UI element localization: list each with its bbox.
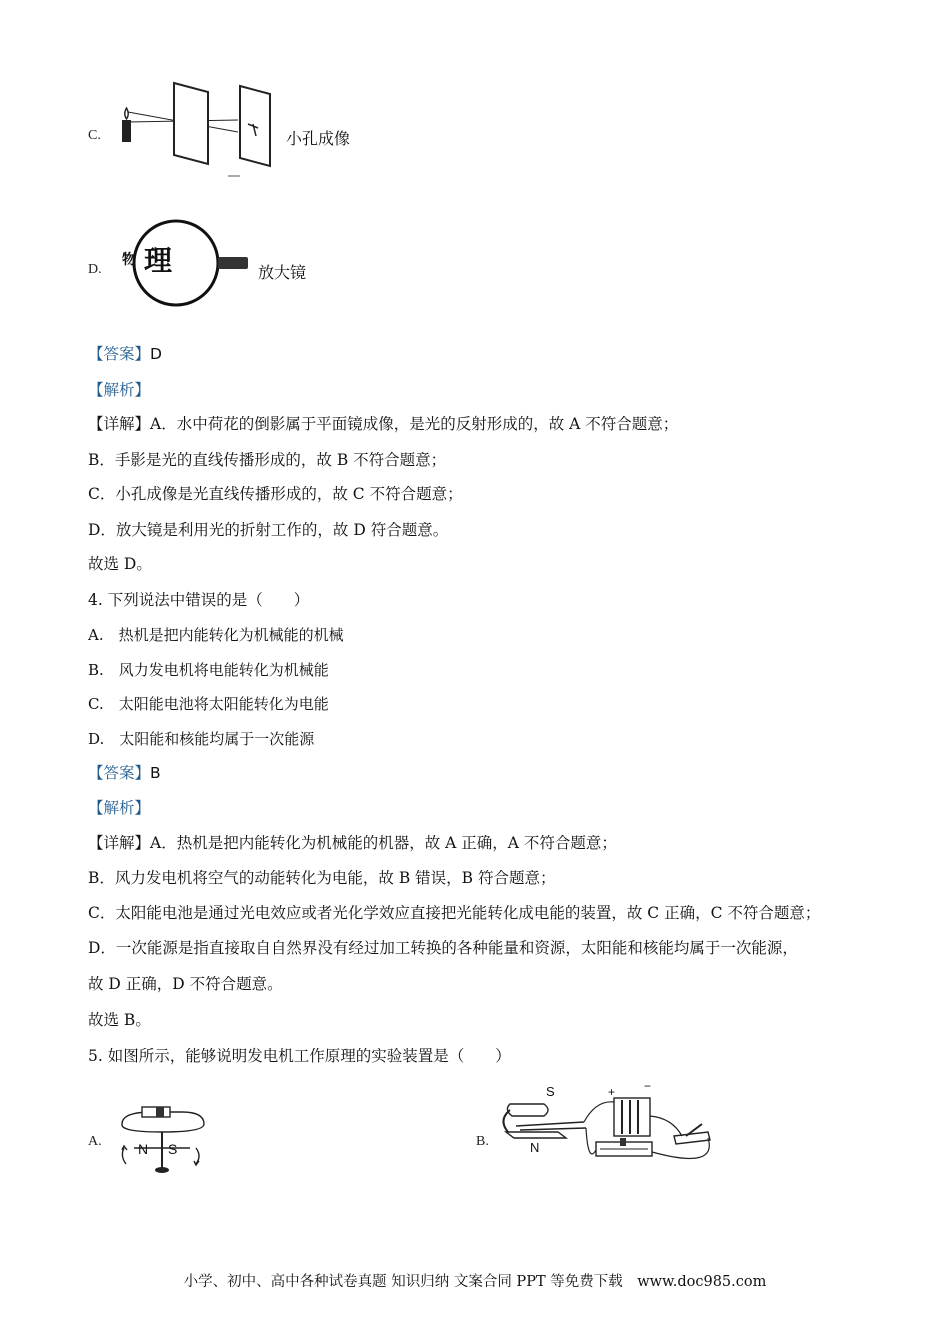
lens-text-small: 物 (122, 252, 136, 268)
magnet-n-label: N (530, 1140, 540, 1155)
answer-value: B (150, 764, 161, 782)
q4-stem: 4. 下列说法中错误的是（ ） (88, 591, 310, 609)
q4-analysis-tag: 【解析】 (88, 799, 151, 817)
magnifying-glass-figure (118, 218, 253, 313)
needle-s-label: S (168, 1141, 178, 1157)
detail-tag: 【详解】 (88, 415, 151, 433)
q5-stem: 5. 如图所示，能够说明发电机工作原理的实验装置是（ ） (88, 1047, 511, 1065)
q4-detail-d1: D．一次能源是指直接取自自然界没有经过加工转换的各种能量和资源，太阳能和核能均属于一次能源， (88, 939, 798, 957)
answer-value: D (150, 345, 162, 363)
lens-text-large: 理 (144, 244, 173, 277)
detail-a: A．热机是把内能转化为机械能的机器，故 A 正确，A 不符合题意； (150, 834, 617, 852)
q4-detail-b: B．风力发电机将空气的动能转化为电能，故 B 错误，B 符合题意； (88, 869, 556, 887)
magnet-s-label: S (546, 1084, 555, 1099)
detail-tag: 【详解】 (88, 834, 151, 852)
q3-answer-line (88, 344, 162, 364)
q4-detail-c: C．太阳能电池是通过光电效应或者光化学效应直接把光能转化成电能的装置，故 C 正确，C 不符合题意； (88, 904, 821, 922)
q4-conclusion: 故选 B。 (88, 1011, 151, 1029)
q4-option-b: B. 风力发电机将电能转化为机械能 (88, 661, 329, 679)
pinhole-imaging-figure (118, 80, 278, 180)
q3-detail-d: D．放大镜是利用光的折射工作的，故 D 符合题意。 (88, 521, 449, 539)
q3-detail-c: C．小孔成像是光直线传播形成的，故 C 不符合题意； (88, 485, 463, 503)
q4-detail-a-line (88, 833, 617, 853)
q5-figure-b-magnet-circuit (496, 1080, 726, 1180)
q4-option-a: A. 热机是把内能转化为机械能的机械 (88, 626, 344, 644)
q3-conclusion: 故选 D。 (88, 555, 152, 573)
option-c-caption: 小孔成像 (286, 129, 351, 148)
option-d-letter: D. (88, 262, 102, 277)
q4-answer-line (88, 763, 161, 783)
q3-analysis-tag: 【解析】 (88, 381, 151, 399)
q3-detail-a-line (88, 414, 678, 434)
detail-a: A．水中荷花的倒影属于平面镜成像，是光的反射形成的，故 A 不符合题意； (150, 415, 679, 433)
q5-option-b-letter: B. (476, 1134, 489, 1149)
needle-n-label: N (138, 1141, 149, 1157)
q3-detail-b: B．手影是光的直线传播形成的，故 B 不符合题意； (88, 451, 447, 469)
battery-minus-label: − (644, 1079, 652, 1093)
option-c-letter: C. (88, 128, 101, 143)
q5-option-a-letter: A. (88, 1134, 102, 1149)
answer-tag: 【答案】 (88, 764, 151, 782)
q4-option-c: C. 太阳能电池将太阳能转化为电能 (88, 695, 329, 713)
answer-tag: 【答案】 (88, 345, 151, 363)
option-d-caption: 放大镜 (258, 263, 307, 282)
q5-figure-a-compass-wire (112, 1098, 212, 1178)
q4-detail-d2: 故 D 正确，D 不符合题意。 (88, 975, 283, 993)
q4-option-d: D. 太阳能和核能均属于一次能源 (88, 730, 315, 748)
battery-plus-label: + (608, 1085, 616, 1099)
page-footer: 小学、初中、高中各种试卷真题 知识归纳 文案合同 PPT 等免费下载 www.doc985.com (183, 1274, 767, 1290)
